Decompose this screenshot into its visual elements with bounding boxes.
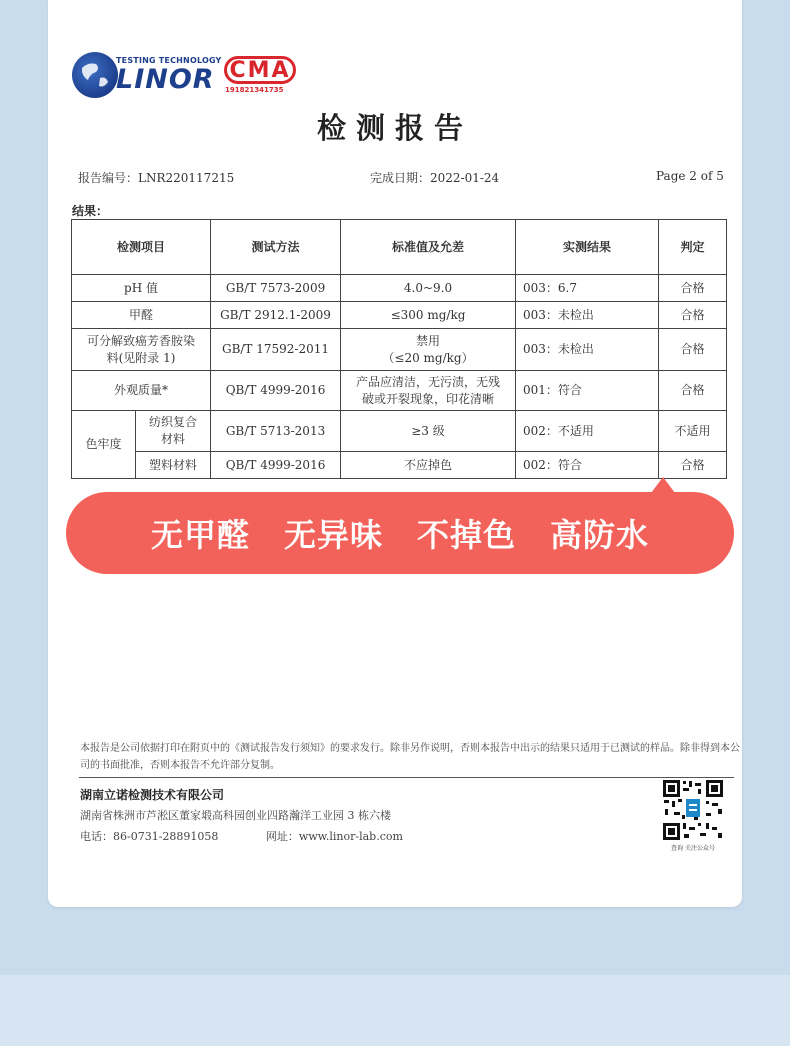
table-row <box>72 371 727 411</box>
method-cell: GB/T 5713-2013 <box>211 411 341 452</box>
cma-text: CMA <box>229 57 291 83</box>
standard-cell: ≤300 mg/kg <box>341 302 516 329</box>
report-number: 报告编号：LNR220117215 <box>78 171 235 185</box>
standard-line: 破或开裂现象，印花清晰 <box>362 391 495 406</box>
footer-disclaimer: 本报告是公司依据打印在附页中的《测试报告发行须知》的要求发行。除非另作说明，否则本报告中出示的结果只适用于已测试的样品。除非得到本公司的书面批准，否则本报告不允许部分复制。 <box>80 743 740 771</box>
standard-line: 禁用 <box>416 333 441 348</box>
sub-item-line: 材料 <box>161 432 186 446</box>
banner-item-no-formaldehyde: 无甲醛 <box>150 516 250 554</box>
result-cell: 002：不适用 <box>516 411 659 452</box>
verdict-cell: 不适用 <box>659 411 727 452</box>
banner-item-no-fading: 不掉色 <box>417 516 517 554</box>
report-title: 检测报告 <box>316 111 473 145</box>
item-cell: 甲醛 <box>72 302 211 329</box>
verdict-cell: 合格 <box>659 329 727 371</box>
standard-cell: ≥3 级 <box>341 411 516 452</box>
verdict-cell: 合格 <box>659 371 727 411</box>
results-label: 结果： <box>72 204 109 218</box>
banner-item-no-odor: 无异味 <box>283 516 383 554</box>
banner-item-waterproof: 高防水 <box>550 516 650 554</box>
standard-cell <box>341 329 516 371</box>
item-cell: 外观质量* <box>72 371 211 411</box>
footer-divider <box>79 777 734 778</box>
company-name: 湖南立诺检测技术有限公司 <box>80 788 225 802</box>
page-indicator: Page 2 of 5 <box>656 169 724 183</box>
verdict-cell: 合格 <box>659 452 727 479</box>
verdict-cell: 合格 <box>659 302 727 329</box>
group-cell: 色牢度 <box>72 411 136 479</box>
item-line: 料(见附录 1) <box>106 350 176 365</box>
results-table <box>71 219 727 479</box>
result-cell: 002：符合 <box>516 452 659 479</box>
completion-date: 完成日期：2022-01-24 <box>370 171 500 185</box>
feature-banner <box>66 492 734 574</box>
sub-item-line: 纺织复合 <box>149 415 198 429</box>
result-cell: 003：6.7 <box>516 275 659 302</box>
qr-code-icon[interactable] <box>662 779 724 841</box>
standard-cell: 4.0~9.0 <box>341 275 516 302</box>
method-cell: QB/T 4999-2016 <box>211 452 341 479</box>
table-row <box>72 302 727 329</box>
item-line: 可分解致癌芳香胺染 <box>87 333 196 348</box>
table-header-row <box>72 220 727 275</box>
cma-mark <box>224 56 296 84</box>
header-logos <box>72 52 312 102</box>
header-result: 实测结果 <box>516 220 659 275</box>
sub-item-cell <box>136 411 211 452</box>
company-address: 湖南省株洲市芦淞区董家塅高科园创业四路瀚洋工业园 3 栋六楼 <box>80 809 391 822</box>
sub-item-cell: 塑料材料 <box>136 452 211 479</box>
logo-brand: LINOR <box>116 64 215 95</box>
standard-cell: 不应掉色 <box>341 452 516 479</box>
table-row <box>72 329 727 371</box>
header-standard: 标准值及允差 <box>341 220 516 275</box>
globe-logo-icon <box>72 52 118 98</box>
method-cell: GB/T 17592-2011 <box>211 329 341 371</box>
table-row <box>72 452 727 479</box>
table-row <box>72 275 727 302</box>
contact-line <box>80 828 403 844</box>
phone-number: 电话：86-0731-28891058 <box>80 830 219 843</box>
website-link[interactable]: 网址：www.linor-lab.com <box>265 830 403 843</box>
method-cell: GB/T 2912.1-2009 <box>211 302 341 329</box>
page-bottom-band <box>0 975 790 1046</box>
standard-cell <box>341 371 516 411</box>
header-verdict: 判定 <box>659 220 727 275</box>
qr-caption: 查询 关注公众号 <box>671 845 715 852</box>
method-cell: GB/T 7573-2009 <box>211 275 341 302</box>
result-cell: 003：未检出 <box>516 302 659 329</box>
standard-line: 产品应清洁，无污渍，无残 <box>356 374 501 389</box>
item-cell: pH 值 <box>72 275 211 302</box>
cma-number: 191821341735 <box>225 86 284 94</box>
verdict-cell: 合格 <box>659 275 727 302</box>
table-row <box>72 411 727 452</box>
logo-tagline: TESTING TECHNOLOGY <box>116 56 222 65</box>
result-cell: 001：符合 <box>516 371 659 411</box>
item-cell <box>72 329 211 371</box>
header-item: 检测项目 <box>72 220 211 275</box>
header-method: 测试方法 <box>211 220 341 275</box>
method-cell: QB/T 4999-2016 <box>211 371 341 411</box>
standard-line: （≤20 mg/kg） <box>382 350 474 365</box>
banner-pointer <box>651 477 675 493</box>
result-cell: 003：未检出 <box>516 329 659 371</box>
